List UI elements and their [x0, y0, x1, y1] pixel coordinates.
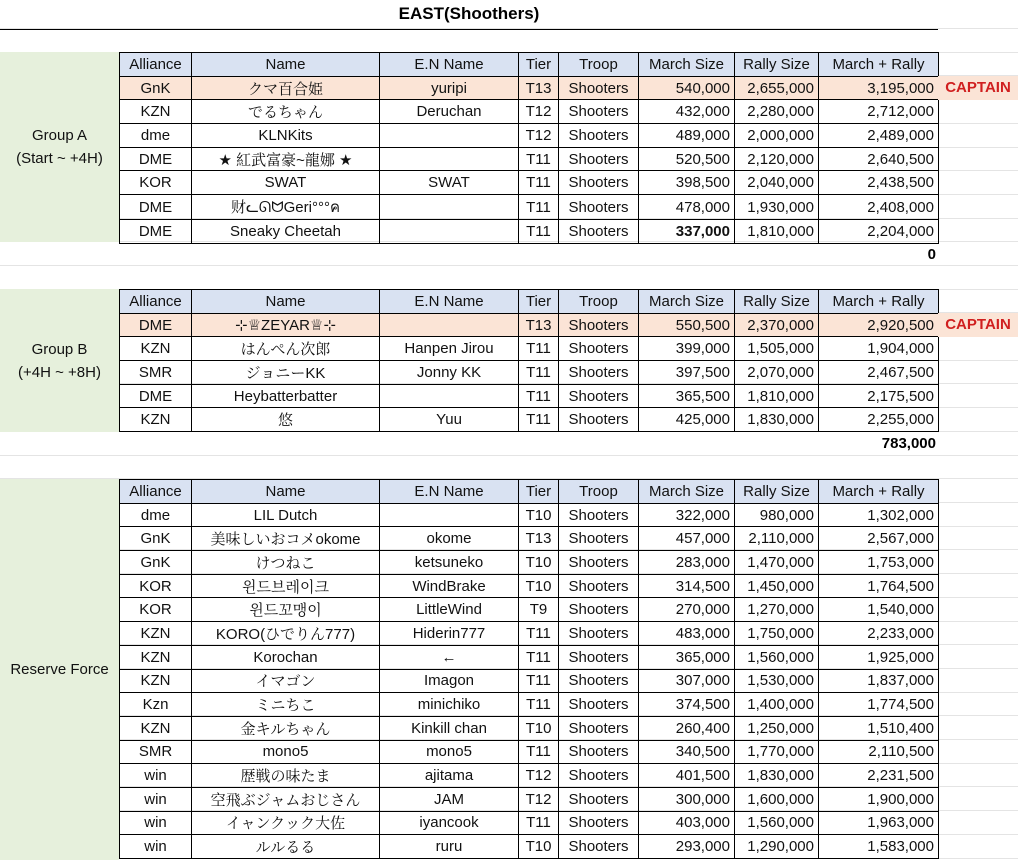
troop-cell: Shooters [559, 669, 639, 693]
alliance-cell: GnK [120, 551, 192, 575]
group-b-table [119, 289, 939, 432]
alliance-cell: KZN [120, 100, 192, 124]
tier-cell: T13 [519, 313, 559, 337]
alliance-cell: SMR [120, 361, 192, 385]
column-header: Name [192, 290, 380, 314]
rally-size-cell: 1,400,000 [735, 693, 819, 717]
alliance-cell: win [120, 787, 192, 811]
reserve-force-label: Reserve Force [0, 479, 119, 860]
march-size-cell: 399,000 [639, 337, 735, 361]
rally-size-cell: 1,750,000 [735, 622, 819, 646]
march-rally-cell: 2,231,500 [819, 764, 939, 788]
march-rally-cell: 2,712,000 [819, 100, 939, 124]
column-header: Alliance [120, 290, 192, 314]
march-rally-cell: 1,900,000 [819, 787, 939, 811]
column-header: March Size [639, 53, 735, 77]
alliance-cell: Kzn [120, 693, 192, 717]
troop-cell: Shooters [559, 313, 639, 337]
rally-size-cell: 1,450,000 [735, 574, 819, 598]
name-cell: Heybatterbatter [192, 384, 380, 408]
march-rally-cell: 1,774,500 [819, 693, 939, 717]
march-size-cell: 260,400 [639, 716, 735, 740]
name-cell: ⊹♕ZEYAR♕⊹ [192, 313, 380, 337]
march-size-cell: 283,000 [639, 551, 735, 575]
march-rally-cell: 2,467,500 [819, 361, 939, 385]
en-name-cell [380, 384, 519, 408]
march-size-cell: 293,000 [639, 835, 735, 859]
rally-size-cell: 2,040,000 [735, 171, 819, 195]
alliance-cell: GnK [120, 527, 192, 551]
name-cell: でるちゃん [192, 100, 380, 124]
group-b-captain-tag: CAPTAIN [938, 313, 1018, 337]
name-cell: KLNKits [192, 124, 380, 148]
troop-cell: Shooters [559, 551, 639, 575]
troop-cell: Shooters [559, 220, 639, 244]
column-header: Name [192, 480, 380, 504]
en-name-cell [380, 220, 519, 244]
tier-cell: T12 [519, 764, 559, 788]
en-name-cell [380, 313, 519, 337]
en-name-cell: WindBrake [380, 574, 519, 598]
rally-size-cell: 1,830,000 [735, 764, 819, 788]
march-rally-cell: 2,567,000 [819, 527, 939, 551]
march-size-cell: 270,000 [639, 598, 735, 622]
name-cell: はんぺん次郎 [192, 337, 380, 361]
tier-cell: T10 [519, 503, 559, 527]
march-size-cell: 489,000 [639, 124, 735, 148]
alliance-cell: KZN [120, 337, 192, 361]
alliance-cell: KZN [120, 645, 192, 669]
tier-cell: T11 [519, 171, 559, 195]
table-row [120, 835, 939, 859]
column-header: Troop [559, 290, 639, 314]
march-size-cell: 300,000 [639, 787, 735, 811]
march-size-cell: 520,500 [639, 147, 735, 171]
name-cell: ルルるる [192, 835, 380, 859]
march-rally-cell: 1,302,000 [819, 503, 939, 527]
name-cell: 윈드브레이크 [192, 574, 380, 598]
march-rally-cell: 2,438,500 [819, 171, 939, 195]
rally-size-cell: 2,280,000 [735, 100, 819, 124]
gridline [0, 28, 1018, 29]
group-a-label: Group A (Start ~ +4H) [0, 52, 119, 242]
tier-cell: T11 [519, 693, 559, 717]
tier-cell: T11 [519, 361, 559, 385]
en-name-cell: Deruchan [380, 100, 519, 124]
table-row [120, 195, 939, 220]
tier-cell: T12 [519, 787, 559, 811]
march-rally-cell: 2,204,000 [819, 220, 939, 244]
column-header: E.N Name [380, 53, 519, 77]
en-name-cell [380, 124, 519, 148]
table-row [120, 408, 939, 432]
tier-cell: T11 [519, 384, 559, 408]
group-b-label: Group B (+4H ~ +8H) [0, 289, 119, 432]
alliance-cell: DME [120, 313, 192, 337]
tier-cell: T13 [519, 76, 559, 100]
troop-cell: Shooters [559, 811, 639, 835]
table-row [120, 220, 939, 244]
tier-cell: T12 [519, 124, 559, 148]
march-rally-cell: 1,904,000 [819, 337, 939, 361]
troop-cell: Shooters [559, 764, 639, 788]
en-name-cell: minichiko [380, 693, 519, 717]
tier-cell: T11 [519, 337, 559, 361]
march-rally-cell: 2,920,500 [819, 313, 939, 337]
march-size-cell: 457,000 [639, 527, 735, 551]
troop-cell: Shooters [559, 124, 639, 148]
name-cell: mono5 [192, 740, 380, 764]
en-name-cell: LittleWind [380, 598, 519, 622]
alliance-cell: dme [120, 124, 192, 148]
column-header: Alliance [120, 480, 192, 504]
march-rally-cell: 2,233,000 [819, 622, 939, 646]
en-name-cell: Yuu [380, 408, 519, 432]
table-row [120, 811, 939, 835]
table-row [120, 622, 939, 646]
column-header: E.N Name [380, 290, 519, 314]
troop-cell: Shooters [559, 171, 639, 195]
en-name-cell: okome [380, 527, 519, 551]
rally-size-cell: 980,000 [735, 503, 819, 527]
tier-cell: T11 [519, 622, 559, 646]
column-header: March + Rally [819, 480, 939, 504]
column-header: E.N Name [380, 480, 519, 504]
alliance-cell: KOR [120, 171, 192, 195]
table-row [120, 527, 939, 551]
name-cell: イャンクック大佐 [192, 811, 380, 835]
en-name-cell: Hiderin777 [380, 622, 519, 646]
tier-cell: T11 [519, 811, 559, 835]
en-name-cell: Hanpen Jirou [380, 337, 519, 361]
rally-size-cell: 1,810,000 [735, 220, 819, 244]
troop-cell: Shooters [559, 361, 639, 385]
march-rally-cell: 1,540,000 [819, 598, 939, 622]
table-row [120, 147, 939, 171]
en-name-cell: Kinkill chan [380, 716, 519, 740]
table-row [120, 171, 939, 195]
name-cell: Sneaky Cheetah [192, 220, 380, 244]
troop-cell: Shooters [559, 740, 639, 764]
tier-cell: T11 [519, 669, 559, 693]
alliance-cell: DME [120, 220, 192, 244]
en-name-cell: ruru [380, 835, 519, 859]
march-rally-cell: 1,753,000 [819, 551, 939, 575]
name-cell: 空飛ぶジャムおじさん [192, 787, 380, 811]
rally-size-cell: 2,120,000 [735, 147, 819, 171]
table-row [120, 645, 939, 669]
column-header: Alliance [120, 53, 192, 77]
table-row [120, 669, 939, 693]
alliance-cell: KZN [120, 716, 192, 740]
name-cell: けつねこ [192, 551, 380, 575]
name-cell: 财ᓚᘏᗢGeri°°°ค [192, 195, 380, 220]
en-name-cell: JAM [380, 787, 519, 811]
march-rally-cell: 1,925,000 [819, 645, 939, 669]
rally-size-cell: 1,560,000 [735, 645, 819, 669]
march-rally-cell: 1,583,000 [819, 835, 939, 859]
march-size-cell: 425,000 [639, 408, 735, 432]
march-rally-cell: 2,408,000 [819, 195, 939, 220]
tier-cell: T11 [519, 408, 559, 432]
group-a-table [119, 52, 939, 244]
name-cell: イマゴン [192, 669, 380, 693]
column-header: March + Rally [819, 53, 939, 77]
tier-cell: T10 [519, 835, 559, 859]
march-rally-cell: 2,489,000 [819, 124, 939, 148]
column-header: Tier [519, 480, 559, 504]
name-cell: 윈드꼬맹이 [192, 598, 380, 622]
rally-size-cell: 1,290,000 [735, 835, 819, 859]
table-row [120, 551, 939, 575]
table-row [120, 124, 939, 148]
en-name-cell: yuripi [380, 76, 519, 100]
march-size-cell: 550,500 [639, 313, 735, 337]
march-size-cell: 397,500 [639, 361, 735, 385]
alliance-cell: KOR [120, 574, 192, 598]
group-a-captain-tag: CAPTAIN [938, 76, 1018, 100]
march-size-cell: 314,500 [639, 574, 735, 598]
alliance-cell: KZN [120, 408, 192, 432]
alliance-cell: DME [120, 195, 192, 220]
name-cell: Korochan [192, 645, 380, 669]
rally-size-cell: 2,110,000 [735, 527, 819, 551]
alliance-cell: win [120, 811, 192, 835]
march-size-cell: 483,000 [639, 622, 735, 646]
tier-cell: T11 [519, 147, 559, 171]
troop-cell: Shooters [559, 527, 639, 551]
header-row [120, 53, 939, 77]
march-size-cell: 401,500 [639, 764, 735, 788]
march-size-cell: 403,000 [639, 811, 735, 835]
rally-size-cell: 1,505,000 [735, 337, 819, 361]
alliance-cell: DME [120, 384, 192, 408]
column-header: Rally Size [735, 480, 819, 504]
name-cell: ★ 紅武富豪~龍娜 ★ [192, 147, 380, 171]
table-row [120, 384, 939, 408]
troop-cell: Shooters [559, 147, 639, 171]
march-rally-cell: 1,837,000 [819, 669, 939, 693]
tier-cell: T9 [519, 598, 559, 622]
table-row [120, 716, 939, 740]
troop-cell: Shooters [559, 645, 639, 669]
troop-cell: Shooters [559, 384, 639, 408]
troop-cell: Shooters [559, 693, 639, 717]
march-size-cell: 365,500 [639, 384, 735, 408]
en-name-cell: ajitama [380, 764, 519, 788]
column-header: March Size [639, 290, 735, 314]
column-header: Tier [519, 53, 559, 77]
troop-cell: Shooters [559, 787, 639, 811]
troop-cell: Shooters [559, 408, 639, 432]
march-rally-cell: 2,255,000 [819, 408, 939, 432]
table-row [120, 337, 939, 361]
header-row [120, 480, 939, 504]
en-name-cell: Jonny KK [380, 361, 519, 385]
name-cell: 歴戦の味たま [192, 764, 380, 788]
group-a-subtotal: 0 [927, 246, 936, 263]
en-name-cell: ketsuneko [380, 551, 519, 575]
table-row [120, 740, 939, 764]
rally-size-cell: 1,270,000 [735, 598, 819, 622]
table-row [120, 574, 939, 598]
column-header: Tier [519, 290, 559, 314]
march-rally-cell: 1,963,000 [819, 811, 939, 835]
name-cell: KORO(ひでりん777) [192, 622, 380, 646]
name-cell: 美味しいおコメokome [192, 527, 380, 551]
alliance-cell: KOR [120, 598, 192, 622]
rally-size-cell: 1,250,000 [735, 716, 819, 740]
rally-size-cell: 1,530,000 [735, 669, 819, 693]
name-cell: 金キルちゃん [192, 716, 380, 740]
tier-cell: T12 [519, 100, 559, 124]
march-size-cell: 478,000 [639, 195, 735, 220]
name-cell: LIL Dutch [192, 503, 380, 527]
tier-cell: T11 [519, 740, 559, 764]
troop-cell: Shooters [559, 622, 639, 646]
column-header: March + Rally [819, 290, 939, 314]
march-size-cell: 340,500 [639, 740, 735, 764]
table-row [120, 787, 939, 811]
march-size-cell: 322,000 [639, 503, 735, 527]
march-size-cell: 337,000 [639, 220, 735, 244]
march-size-cell: 540,000 [639, 76, 735, 100]
march-rally-cell: 1,764,500 [819, 574, 939, 598]
march-size-cell: 307,000 [639, 669, 735, 693]
table-row [120, 76, 939, 100]
table-row [120, 313, 939, 337]
en-name-cell: Imagon [380, 669, 519, 693]
column-header: March Size [639, 480, 735, 504]
tier-cell: T10 [519, 716, 559, 740]
troop-cell: Shooters [559, 337, 639, 361]
name-cell: クマ百合姫 [192, 76, 380, 100]
rally-size-cell: 2,655,000 [735, 76, 819, 100]
rally-size-cell: 1,600,000 [735, 787, 819, 811]
rally-size-cell: 1,810,000 [735, 384, 819, 408]
tier-cell: T13 [519, 527, 559, 551]
en-name-cell [380, 503, 519, 527]
column-header: Troop [559, 480, 639, 504]
alliance-cell: dme [120, 503, 192, 527]
en-name-cell: ← [380, 645, 519, 669]
alliance-cell: DME [120, 147, 192, 171]
en-name-cell [380, 147, 519, 171]
tier-cell: T10 [519, 551, 559, 575]
name-cell: ジョニーKK [192, 361, 380, 385]
name-cell: 悠 [192, 408, 380, 432]
en-name-cell [380, 195, 519, 220]
troop-cell: Shooters [559, 100, 639, 124]
en-name-cell: SWAT [380, 171, 519, 195]
march-rally-cell: 3,195,000 [819, 76, 939, 100]
reserve-force-table [119, 479, 939, 859]
alliance-cell: KZN [120, 622, 192, 646]
march-size-cell: 432,000 [639, 100, 735, 124]
name-cell: ミニちこ [192, 693, 380, 717]
sheet-title: EAST(Shoothers) [0, 0, 938, 30]
group-b-subtotal: 783,000 [881, 435, 936, 452]
rally-size-cell: 1,770,000 [735, 740, 819, 764]
alliance-cell: win [120, 835, 192, 859]
rally-size-cell: 2,070,000 [735, 361, 819, 385]
alliance-cell: GnK [120, 76, 192, 100]
rally-size-cell: 1,830,000 [735, 408, 819, 432]
troop-cell: Shooters [559, 503, 639, 527]
tier-cell: T11 [519, 220, 559, 244]
march-size-cell: 365,000 [639, 645, 735, 669]
march-size-cell: 398,500 [639, 171, 735, 195]
troop-cell: Shooters [559, 195, 639, 220]
en-name-cell: iyancook [380, 811, 519, 835]
column-header: Name [192, 53, 380, 77]
rally-size-cell: 1,930,000 [735, 195, 819, 220]
troop-cell: Shooters [559, 574, 639, 598]
en-name-cell: mono5 [380, 740, 519, 764]
march-rally-cell: 2,110,500 [819, 740, 939, 764]
march-size-cell: 374,500 [639, 693, 735, 717]
table-row [120, 764, 939, 788]
tier-cell: T11 [519, 195, 559, 220]
rally-size-cell: 1,470,000 [735, 551, 819, 575]
troop-cell: Shooters [559, 598, 639, 622]
table-row [120, 693, 939, 717]
column-header: Troop [559, 53, 639, 77]
alliance-cell: KZN [120, 669, 192, 693]
tier-cell: T10 [519, 574, 559, 598]
header-row [120, 290, 939, 314]
alliance-cell: win [120, 764, 192, 788]
march-rally-cell: 2,175,500 [819, 384, 939, 408]
troop-cell: Shooters [559, 76, 639, 100]
rally-size-cell: 2,370,000 [735, 313, 819, 337]
table-row [120, 503, 939, 527]
column-header: Rally Size [735, 53, 819, 77]
rally-size-cell: 2,000,000 [735, 124, 819, 148]
troop-cell: Shooters [559, 716, 639, 740]
march-rally-cell: 2,640,500 [819, 147, 939, 171]
tier-cell: T11 [519, 645, 559, 669]
table-row [120, 598, 939, 622]
alliance-cell: SMR [120, 740, 192, 764]
name-cell: SWAT [192, 171, 380, 195]
column-header: Rally Size [735, 290, 819, 314]
table-row [120, 100, 939, 124]
march-rally-cell: 1,510,400 [819, 716, 939, 740]
table-row [120, 361, 939, 385]
troop-cell: Shooters [559, 835, 639, 859]
rally-size-cell: 1,560,000 [735, 811, 819, 835]
